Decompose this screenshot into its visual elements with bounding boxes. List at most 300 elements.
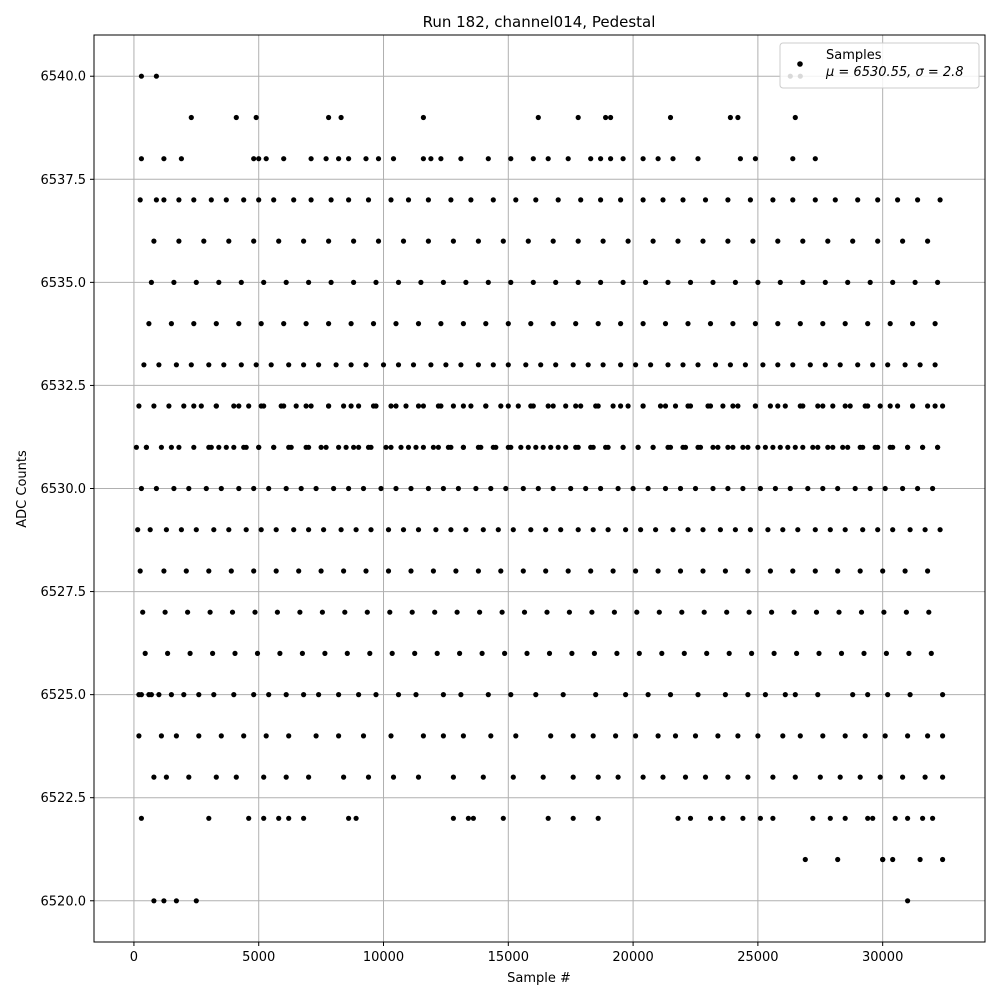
data-point [813, 568, 818, 573]
data-point [658, 403, 663, 408]
data-point [814, 610, 819, 615]
data-point [700, 568, 705, 573]
data-point [735, 115, 740, 120]
y-tick-label: 6525.0 [40, 688, 86, 704]
data-point [388, 197, 393, 202]
data-point [843, 403, 848, 408]
data-point [848, 403, 853, 408]
data-point [810, 816, 815, 821]
data-point [728, 115, 733, 120]
data-point [703, 775, 708, 780]
data-point [326, 403, 331, 408]
data-point [820, 486, 825, 491]
data-point [139, 156, 144, 161]
data-point [663, 321, 668, 326]
data-point [725, 775, 730, 780]
data-point [441, 733, 446, 738]
data-point [361, 486, 366, 491]
data-point [708, 321, 713, 326]
data-point [336, 692, 341, 697]
data-point [329, 280, 334, 285]
data-point [680, 362, 685, 367]
data-point [923, 527, 928, 532]
data-point [488, 486, 493, 491]
data-point [306, 280, 311, 285]
data-point [229, 568, 234, 573]
data-point [765, 527, 770, 532]
data-point [724, 610, 729, 615]
x-tick-label: 20000 [612, 950, 654, 965]
data-point [908, 527, 913, 532]
data-point [546, 403, 551, 408]
data-point [933, 403, 938, 408]
data-point [191, 445, 196, 450]
data-point [885, 362, 890, 367]
data-point [588, 568, 593, 573]
data-point [925, 239, 930, 244]
data-point [637, 651, 642, 656]
data-point [551, 403, 556, 408]
data-point [870, 362, 875, 367]
data-point [336, 445, 341, 450]
data-point [264, 733, 269, 738]
data-point [528, 321, 533, 326]
data-point [528, 527, 533, 532]
data-point [161, 898, 166, 903]
data-point [135, 527, 140, 532]
data-point [623, 527, 628, 532]
data-point [885, 692, 890, 697]
data-point [768, 568, 773, 573]
data-point [895, 403, 900, 408]
data-point [139, 816, 144, 821]
data-point [591, 527, 596, 532]
data-point [319, 445, 324, 450]
data-point [186, 486, 191, 491]
data-point [745, 568, 750, 573]
data-point [486, 156, 491, 161]
data-point [329, 197, 334, 202]
data-point [331, 486, 336, 491]
data-point [451, 239, 456, 244]
data-point [206, 568, 211, 573]
data-point [179, 156, 184, 161]
data-point [216, 280, 221, 285]
data-point [526, 445, 531, 450]
data-point [461, 445, 466, 450]
data-point [905, 445, 910, 450]
data-point [451, 403, 456, 408]
data-point [174, 362, 179, 367]
data-point [616, 486, 621, 491]
data-point [888, 321, 893, 326]
data-point [151, 239, 156, 244]
data-point [925, 403, 930, 408]
data-point [770, 197, 775, 202]
data-point [174, 733, 179, 738]
data-point [700, 527, 705, 532]
data-point [825, 445, 830, 450]
y-tick-label: 6535.0 [40, 275, 86, 291]
data-point [341, 568, 346, 573]
data-point [820, 733, 825, 738]
data-point [356, 445, 361, 450]
data-point [702, 610, 707, 615]
data-point [571, 816, 576, 821]
data-point [755, 280, 760, 285]
data-point [421, 156, 426, 161]
data-point [354, 816, 359, 821]
data-point [284, 692, 289, 697]
data-point [468, 197, 473, 202]
data-point [416, 527, 421, 532]
data-point [403, 403, 408, 408]
data-point [768, 403, 773, 408]
data-point [236, 403, 241, 408]
data-point [551, 321, 556, 326]
data-point [326, 239, 331, 244]
data-point [910, 321, 915, 326]
y-tick-label: 6530.0 [40, 482, 86, 497]
data-point [735, 403, 740, 408]
data-point [890, 857, 895, 862]
data-point [231, 692, 236, 697]
data-point [366, 775, 371, 780]
data-point [206, 445, 211, 450]
data-point [376, 239, 381, 244]
data-point [342, 610, 347, 615]
data-point [506, 362, 511, 367]
data-point [890, 527, 895, 532]
data-point [860, 527, 865, 532]
data-point [800, 239, 805, 244]
data-point [720, 403, 725, 408]
data-point [458, 156, 463, 161]
data-point [351, 280, 356, 285]
data-point [875, 527, 880, 532]
data-point [139, 486, 144, 491]
data-point [251, 692, 256, 697]
data-point [383, 445, 388, 450]
data-point [476, 568, 481, 573]
data-point [463, 280, 468, 285]
data-point [406, 445, 411, 450]
data-point [426, 197, 431, 202]
data-point [339, 115, 344, 120]
data-point [878, 403, 883, 408]
data-point [501, 816, 506, 821]
data-point [408, 568, 413, 573]
data-point [708, 816, 713, 821]
data-point [151, 403, 156, 408]
data-point [326, 115, 331, 120]
data-point [695, 156, 700, 161]
data-point [224, 197, 229, 202]
data-point [763, 692, 768, 697]
data-point [929, 651, 934, 656]
data-point [322, 651, 327, 656]
data-point [758, 816, 763, 821]
data-point [861, 651, 866, 656]
data-point [169, 445, 174, 450]
data-point [274, 568, 279, 573]
data-point [169, 692, 174, 697]
data-point [281, 403, 286, 408]
data-point [309, 156, 314, 161]
data-point [284, 486, 289, 491]
data-point [593, 692, 598, 697]
data-point [790, 362, 795, 367]
data-point [252, 610, 257, 615]
data-point [341, 775, 346, 780]
data-point [828, 816, 833, 821]
data-point [641, 775, 646, 780]
data-point [845, 445, 850, 450]
data-point [143, 651, 148, 656]
data-point [301, 362, 306, 367]
data-point [304, 321, 309, 326]
data-point [651, 445, 656, 450]
data-point [204, 486, 209, 491]
data-point [905, 733, 910, 738]
data-point [800, 280, 805, 285]
data-point [396, 280, 401, 285]
data-point [536, 115, 541, 120]
data-point [461, 321, 466, 326]
data-point [576, 527, 581, 532]
data-point [294, 403, 299, 408]
data-point [334, 362, 339, 367]
data-point [441, 486, 446, 491]
data-point [880, 568, 885, 573]
data-point [477, 610, 482, 615]
data-point [890, 445, 895, 450]
data-point [598, 197, 603, 202]
data-point [798, 733, 803, 738]
data-point [144, 445, 149, 450]
data-point [571, 362, 576, 367]
data-point [443, 362, 448, 367]
data-point [533, 445, 538, 450]
x-tick-label: 15000 [487, 950, 529, 965]
data-point [571, 775, 576, 780]
data-point [940, 857, 945, 862]
data-point [547, 651, 552, 656]
data-point [858, 568, 863, 573]
data-point [256, 156, 261, 161]
data-point [463, 527, 468, 532]
data-point [566, 568, 571, 573]
data-point [794, 651, 799, 656]
data-point [904, 610, 909, 615]
data-point [713, 362, 718, 367]
data-point [138, 568, 143, 573]
data-point [300, 651, 305, 656]
data-point [865, 816, 870, 821]
data-point [770, 816, 775, 821]
data-point [596, 403, 601, 408]
data-point [259, 321, 264, 326]
data-point [793, 692, 798, 697]
data-point [139, 692, 144, 697]
data-point [601, 362, 606, 367]
data-point [673, 403, 678, 408]
data-point [571, 733, 576, 738]
data-point [682, 651, 687, 656]
data-point [413, 692, 418, 697]
data-point [412, 651, 417, 656]
data-point [408, 486, 413, 491]
data-point [176, 239, 181, 244]
data-point [823, 362, 828, 367]
data-point [421, 445, 426, 450]
data-point [508, 280, 513, 285]
data-point [199, 403, 204, 408]
data-point [388, 733, 393, 738]
data-point [154, 74, 159, 79]
data-point [747, 610, 752, 615]
data-point [259, 403, 264, 408]
data-point [683, 775, 688, 780]
data-point [184, 568, 189, 573]
data-point [134, 445, 139, 450]
data-point [816, 651, 821, 656]
data-point [638, 527, 643, 532]
data-point [176, 197, 181, 202]
data-point [748, 527, 753, 532]
data-point [740, 486, 745, 491]
data-point [685, 321, 690, 326]
data-point [191, 197, 196, 202]
data-point [733, 280, 738, 285]
data-point [938, 197, 943, 202]
data-point [798, 321, 803, 326]
data-point [913, 280, 918, 285]
y-tick-label: 6532.5 [40, 378, 86, 394]
data-point [371, 403, 376, 408]
data-point [522, 610, 527, 615]
data-point [773, 486, 778, 491]
data-point [309, 197, 314, 202]
data-point [296, 568, 301, 573]
data-point [740, 816, 745, 821]
data-point [210, 651, 215, 656]
data-point [598, 280, 603, 285]
data-point [551, 239, 556, 244]
data-point [501, 239, 506, 244]
data-point [715, 445, 720, 450]
data-point [256, 445, 261, 450]
data-point [326, 321, 331, 326]
data-point [345, 651, 350, 656]
data-point [161, 197, 166, 202]
data-point [641, 403, 646, 408]
data-point [813, 527, 818, 532]
data-point [428, 362, 433, 367]
data-point [611, 568, 616, 573]
data-point [753, 321, 758, 326]
data-point [838, 362, 843, 367]
data-point [693, 486, 698, 491]
data-point [855, 362, 860, 367]
data-point [388, 403, 393, 408]
data-point [163, 610, 168, 615]
data-point [810, 445, 815, 450]
data-point [349, 321, 354, 326]
data-point [256, 197, 261, 202]
data-point [438, 156, 443, 161]
data-point [481, 775, 486, 780]
data-point [396, 362, 401, 367]
data-point [251, 239, 256, 244]
data-point [884, 651, 889, 656]
data-point [695, 445, 700, 450]
data-point [457, 651, 462, 656]
data-point [486, 280, 491, 285]
data-point [351, 239, 356, 244]
data-point [596, 775, 601, 780]
data-point [455, 610, 460, 615]
data-point [301, 692, 306, 697]
data-point [710, 486, 715, 491]
data-point [633, 568, 638, 573]
data-point [723, 692, 728, 697]
data-point [813, 197, 818, 202]
data-point [725, 239, 730, 244]
data-point [181, 692, 186, 697]
data-point [251, 486, 256, 491]
data-point [185, 610, 190, 615]
data-point [277, 651, 282, 656]
data-point [800, 445, 805, 450]
data-point [833, 197, 838, 202]
data-point [491, 445, 496, 450]
data-point [156, 692, 161, 697]
data-point [511, 775, 516, 780]
data-point [685, 403, 690, 408]
data-point [541, 775, 546, 780]
data-point [790, 156, 795, 161]
data-point [710, 280, 715, 285]
data-point [910, 403, 915, 408]
data-point [221, 362, 226, 367]
data-point [435, 651, 440, 656]
data-point [685, 527, 690, 532]
data-point [401, 239, 406, 244]
data-point [679, 610, 684, 615]
data-point [413, 445, 418, 450]
data-point [458, 692, 463, 697]
data-point [241, 733, 246, 738]
data-point [219, 486, 224, 491]
data-point [186, 775, 191, 780]
data-point [481, 527, 486, 532]
data-point [778, 280, 783, 285]
data-point [668, 115, 673, 120]
data-point [815, 692, 820, 697]
data-point [164, 527, 169, 532]
data-point [576, 239, 581, 244]
data-point [538, 362, 543, 367]
data-point [700, 239, 705, 244]
data-point [526, 239, 531, 244]
data-point [653, 527, 658, 532]
data-point [523, 362, 528, 367]
data-point [646, 692, 651, 697]
data-point [930, 816, 935, 821]
data-point [543, 568, 548, 573]
data-point [612, 610, 617, 615]
